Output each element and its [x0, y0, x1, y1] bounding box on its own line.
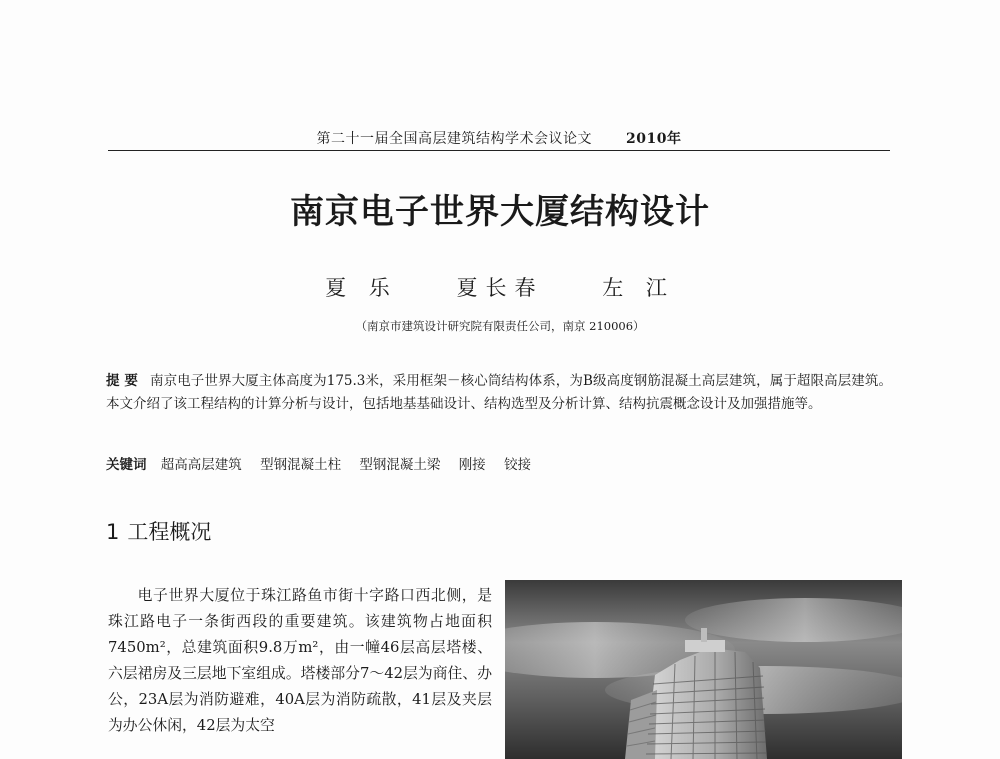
author-name: 夏长春	[456, 276, 544, 300]
section-number: 1	[106, 520, 120, 544]
author-affiliation: （南京市建筑设计研究院有限责任公司，南京 210006）	[355, 319, 645, 333]
running-header	[108, 128, 890, 151]
keyword: 型钢混凝土梁	[359, 457, 441, 473]
section-title: 工程概况	[127, 520, 212, 544]
keyword: 型钢混凝土柱	[260, 457, 342, 473]
building-photo	[505, 580, 902, 759]
body-paragraph: 电子世界大厦位于珠江路鱼市街十字路口西北侧，是珠江路电子一条街西段的重要建筑。该建筑物占地面积7450m²，总建筑面积9.8万m²，由一幢46层高层塔楼、六层裙房及三层地下室组成。塔楼部分7～42层为商住、办公，23A层为消防避难，40A层为消防疏散，41层及夹层为办公休闲，42层为太空	[108, 587, 492, 734]
building-photo-image	[505, 580, 902, 759]
keyword: 刚接	[458, 457, 486, 473]
keyword: 超高高层建筑	[160, 457, 242, 473]
conference-name: 第二十一届全国高层建筑结构学术会议论文	[316, 131, 593, 147]
abstract	[106, 370, 892, 416]
abstract-label: 提 要	[106, 373, 138, 389]
keywords	[106, 453, 892, 473]
keywords-label: 关键词	[106, 457, 147, 473]
keyword: 铰接	[503, 457, 531, 473]
conference-year: 2010年	[626, 131, 682, 147]
section-heading	[106, 516, 211, 546]
author-name: 左 江	[602, 276, 675, 300]
author-name: 夏 乐	[325, 276, 398, 300]
paper-title: 南京电子世界大厦结构设计	[290, 192, 710, 232]
author-list	[0, 272, 1000, 302]
abstract-text: 南京电子世界大厦主体高度为175.3米，采用框架－核心筒结构体系，为B级高度钢筋混凝土高层建筑，属于超限高层建筑。本文介绍了该工程结构的计算分析与设计，包括地基基础设计、结构选型及分析计算、结构抗震概念设计及加强措施等。	[106, 373, 893, 412]
